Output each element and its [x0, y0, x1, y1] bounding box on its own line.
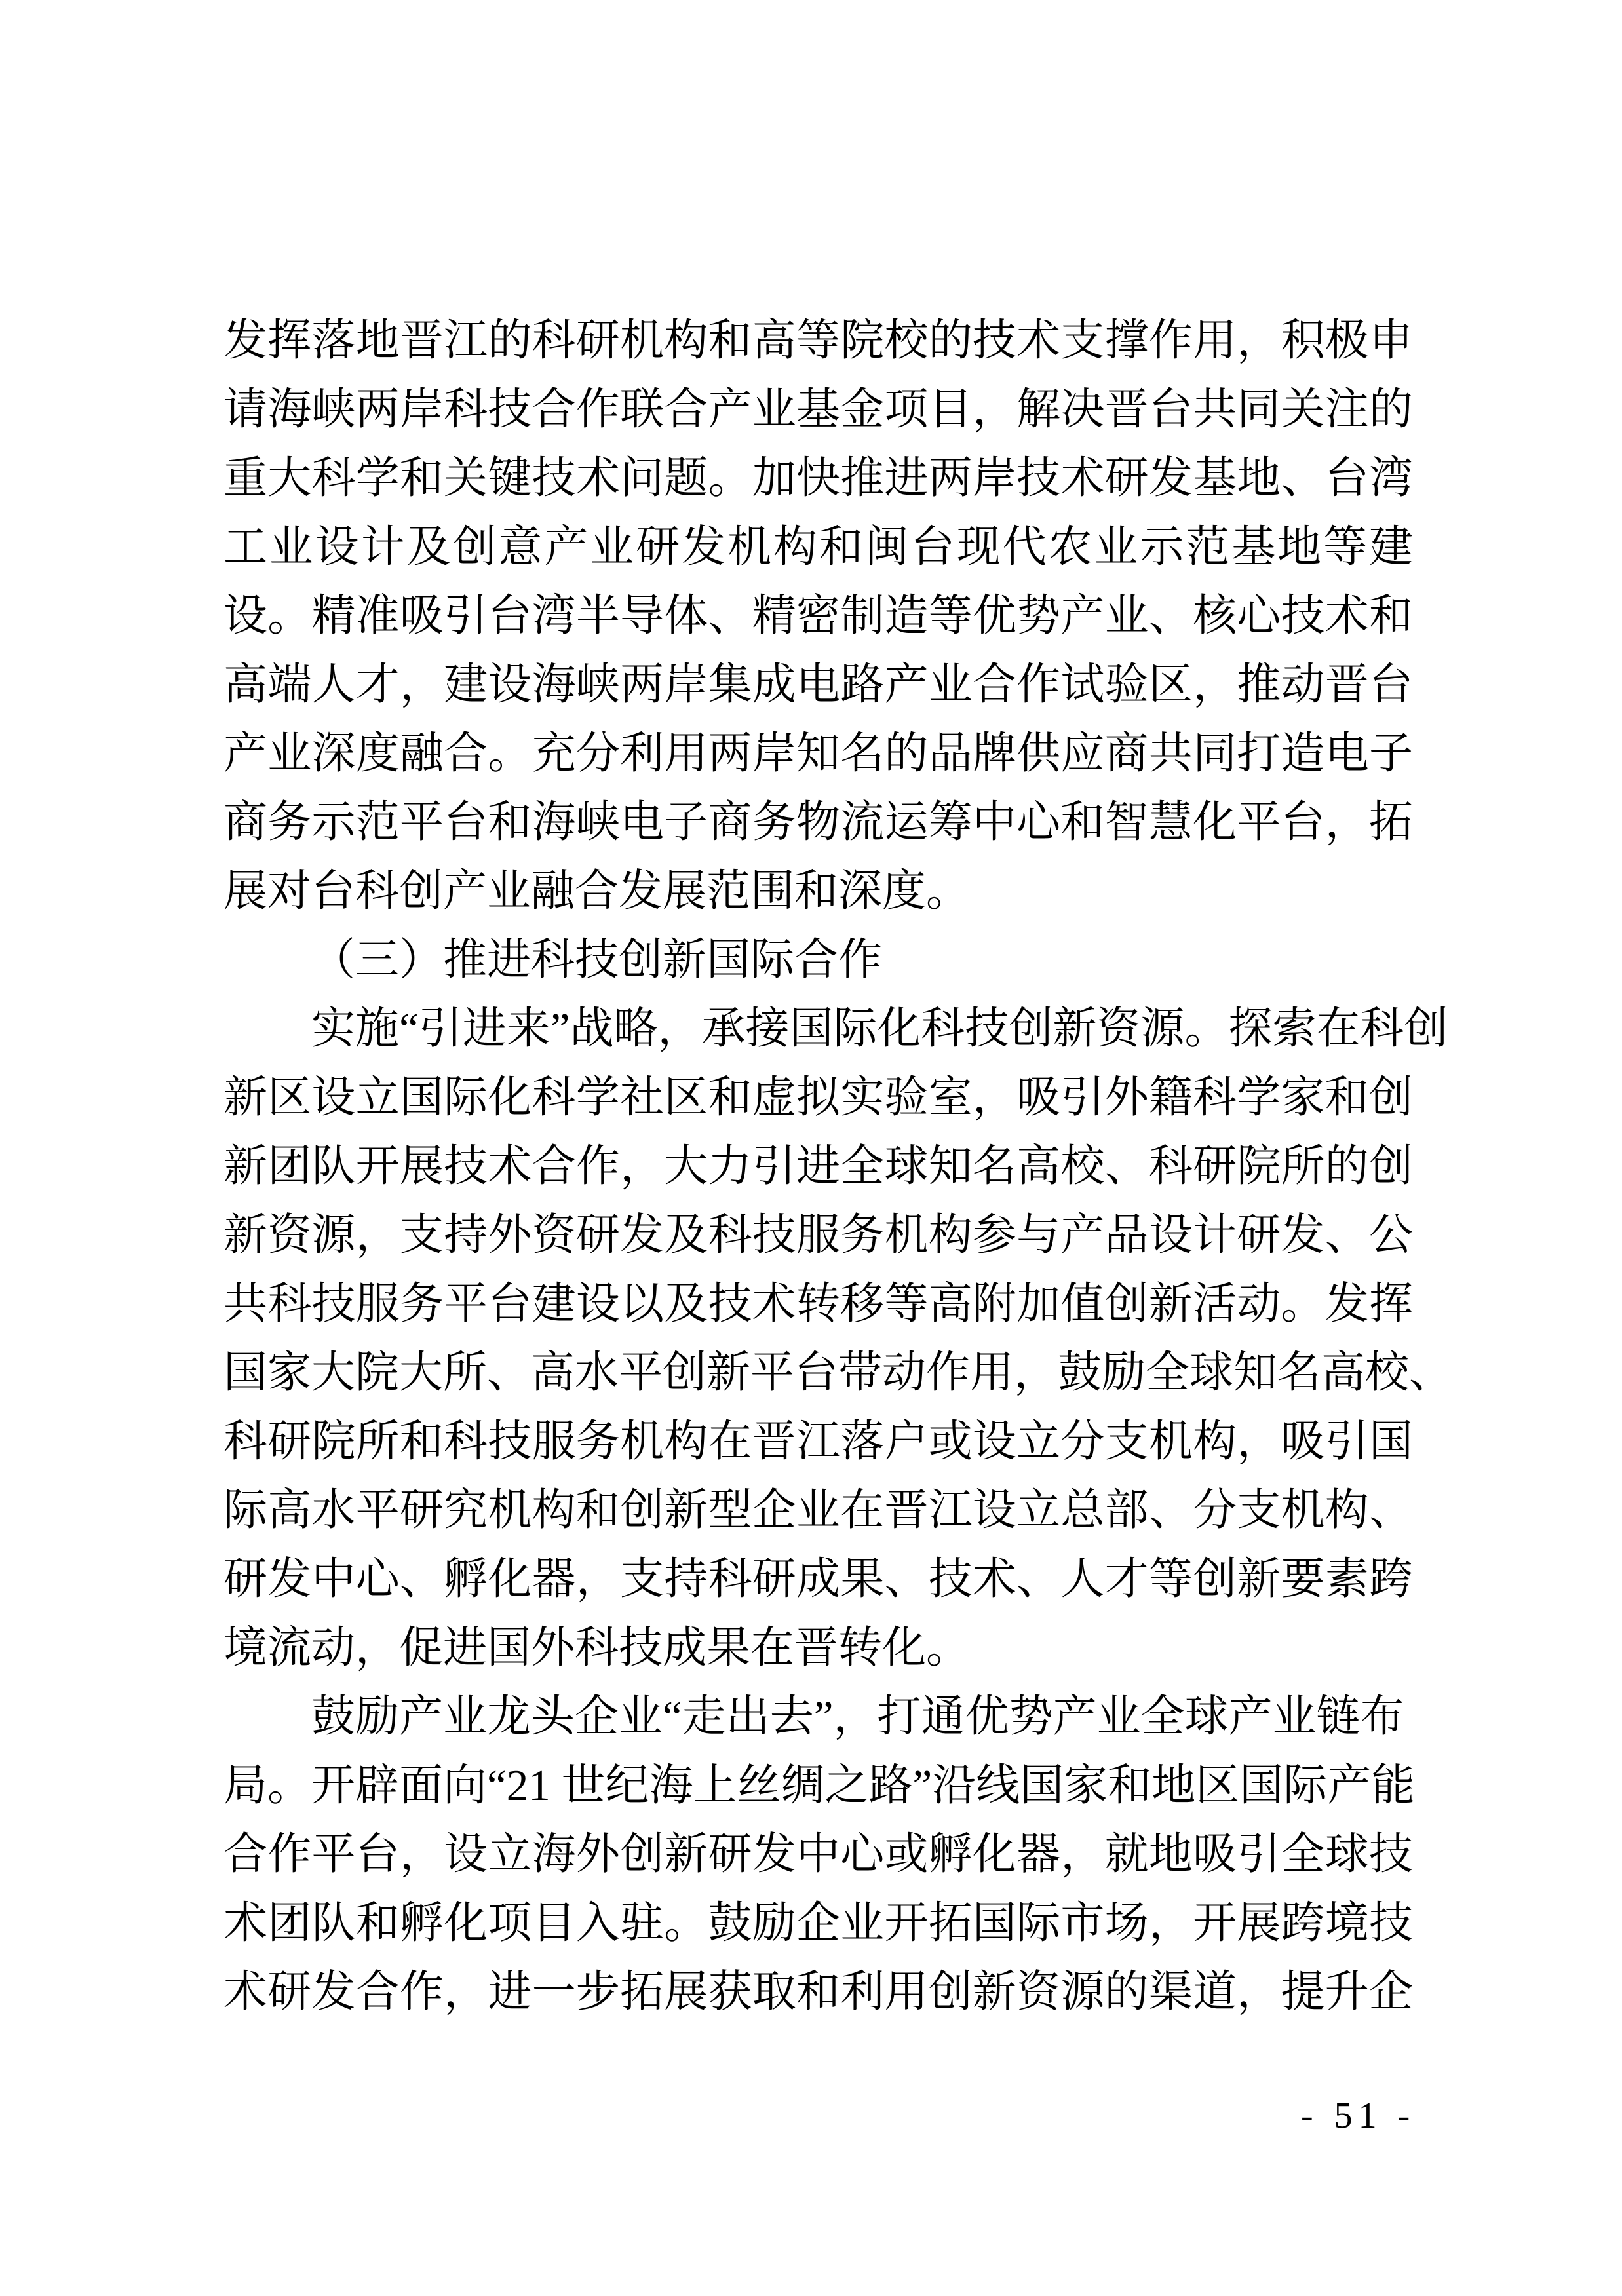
text-line: 请海峡两岸科技合作联合产业基金项目，解决晋台共同关注的	[223, 385, 1413, 434]
text-line: 局。开辟面向“21 世纪海上丝绸之路”沿线国家和地区国际产能	[223, 1761, 1416, 1810]
text-line: 合作平台，设立海外创新研发中心或孵化器，就地吸引全球技	[223, 1830, 1413, 1879]
text-line: 研发中心、孵化器，支持科研成果、技术、人才等创新要素跨	[223, 1555, 1413, 1603]
document-body	[223, 307, 1453, 2027]
section-heading: （三）推进科技创新国际合作	[311, 936, 882, 984]
text-line: 重大科学和关键技术问题。加快推进两岸技术研发基地、台湾	[223, 454, 1413, 503]
text-line: 商务示范平台和海峡电子商务物流运筹中心和智慧化平台，拓	[223, 798, 1413, 847]
text-line: 产业深度融合。充分利用两岸知名的品牌供应商共同打造电子	[223, 729, 1413, 778]
text-line: 工业设计及创意产业研发机构和闽台现代农业示范基地等建	[223, 523, 1413, 571]
text-line: 鼓励产业龙头企业“走出去”，打通优势产业全球产业链布	[311, 1693, 1404, 1741]
text-line: 新团队开展技术合作，大力引进全球知名高校、科研院所的创	[223, 1142, 1413, 1191]
text-line: 新资源，支持外资研发及科技服务机构参与产品设计研发、公	[223, 1211, 1413, 1259]
text-line: 共科技服务平台建设以及技术转移等高附加值创新活动。发挥	[223, 1280, 1413, 1328]
text-line: 设。精准吸引台湾半导体、精密制造等优势产业、核心技术和	[223, 592, 1413, 640]
text-line: 术团队和孵化项目入驻。鼓励企业开拓国际市场，开展跨境技	[223, 1899, 1413, 1947]
text-line: 科研院所和科技服务机构在晋江落户或设立分支机构，吸引国	[223, 1417, 1413, 1466]
text-line: 际高水平研究机构和创新型企业在晋江设立总部、分支机构、	[223, 1486, 1413, 1535]
text-line: 发挥落地晋江的科研机构和高等院校的技术支撑作用，积极申	[223, 316, 1413, 365]
text-line: 国家大院大所、高水平创新平台带动作用，鼓励全球知名高校、	[223, 1349, 1453, 1397]
page-number: - 51 -	[1301, 2095, 1416, 2136]
text-line: 展对台科创产业融合发展范围和深度。	[223, 867, 970, 915]
text-line: 实施“引进来”战略，承接国际化科技创新资源。探索在科创	[311, 1004, 1448, 1053]
text-line: 术研发合作，进一步拓展获取和利用创新资源的渠道，提升企	[223, 1968, 1413, 2016]
text-line: 新区设立国际化科学社区和虚拟实验室，吸引外籍科学家和创	[223, 1073, 1413, 1122]
text-line: 境流动，促进国外科技成果在晋转化。	[223, 1624, 970, 1672]
text-line: 高端人才，建设海峡两岸集成电路产业合作试验区，推动晋台	[223, 660, 1413, 709]
